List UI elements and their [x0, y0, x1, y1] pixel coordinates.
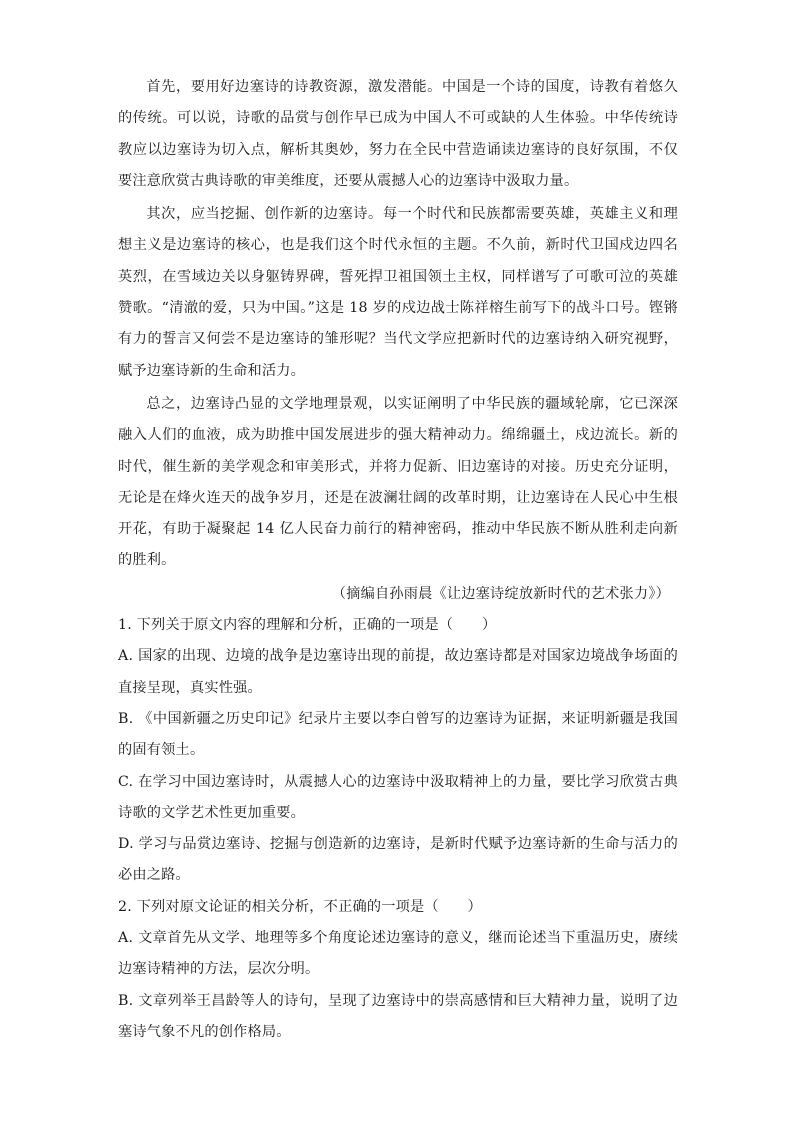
question-stem: 1. 下列关于原文内容的理解和分析，正确的一项是（ ）: [118, 617, 497, 634]
option-b: B. 文章列举王昌龄等人的诗句，呈现了边塞诗中的崇高感情和巨大精神力量，说明了边塞诗气象不凡的创作格局。: [118, 992, 678, 1040]
paragraph-second: 其次，应当挖掘、创作新的边塞诗。每一个时代和民族都需要英雄，英雄主义和理想主义是边塞诗的核心，也是我们这个时代永恒的主题。不久前，新时代卫国戍边四名英烈，在雪域边关以身躯铸界碑，誓死捍卫祖国领土主权，同样谱写了可歌可泣的英雄赞歌。“清澈的爱，只为中国。”这是 18 岁的戍边战士陈祥榕生前写下的战斗口号。铿锵有力的誓言又何尝不是边塞诗的雏形呢？当代文学应把新时代的边塞诗纳入研究视野，赋予边塞诗新的生命和活力。: [118, 206, 678, 379]
question-1: [118, 610, 678, 892]
option-a: A. 国家的出现、边境的战争是边塞诗出现的前提，故边塞诗都是对国家边境战争场面的直接呈现，真实性强。: [118, 648, 678, 696]
paragraph-conclusion: 总之，边塞诗凸显的文学地理景观，以实证阐明了中华民族的疆域轮廓，它已深深融入人们的血液，成为助推中国发展进步的强大精神动力。绵绵疆土，戍边流长。新的时代，催生新的美学观念和审美形式，并将力促新、旧边塞诗的对接。历史充分证明，无论是在烽火连天的战争岁月，还是在波澜壮阔的改革时期，让边塞诗在人民心中生根开花，有助于凝聚起 14 亿人民奋力前行的精神密码，推动中华民族不断从胜利走向新的胜利。: [118, 395, 678, 569]
question-stem: 2. 下列对原文论证的相关分析，不正确的一项是（ ）: [118, 898, 482, 915]
document-page: [118, 72, 678, 1048]
question-2: [118, 892, 678, 1048]
paragraph-first: 首先，要用好边塞诗的诗教资源，激发潜能。中国是一个诗的国度，诗教有着悠久的传统。可以说，诗歌的品赏与创作早已成为中国人不可或缺的人生体验。中华传统诗教应以边塞诗为切入点，解析其奥妙，努力在全民中营造诵读边塞诗的良好氛围，不仅要注意欣赏古典诗歌的审美维度，还要从震撼人心的边塞诗中汲取力量。: [118, 79, 678, 189]
option-d: D. 学习与品赏边塞诗、挖掘与创造新的边塞诗，是新时代赋予边塞诗新的生命与活力的必由之路。: [118, 836, 678, 884]
option-c: C. 在学习中国边塞诗时，从震撼人心的边塞诗中汲取精神上的力量，要比学习欣赏古典诗歌的文学艺术性更加重要。: [118, 773, 678, 821]
source-citation: （摘编自孙雨晨《让边塞诗绽放新时代的艺术张力》）: [331, 585, 670, 602]
option-b: B. 《中国新疆之历史印记》纪录片主要以李白曾写的边塞诗为证据，来证明新疆是我国的固有领土。: [118, 710, 678, 759]
option-a: A. 文章首先从文学、地理等多个角度论述边塞诗的意义，继而论述当下重温历史，赓续边塞诗精神的方法，层次分明。: [118, 930, 678, 978]
